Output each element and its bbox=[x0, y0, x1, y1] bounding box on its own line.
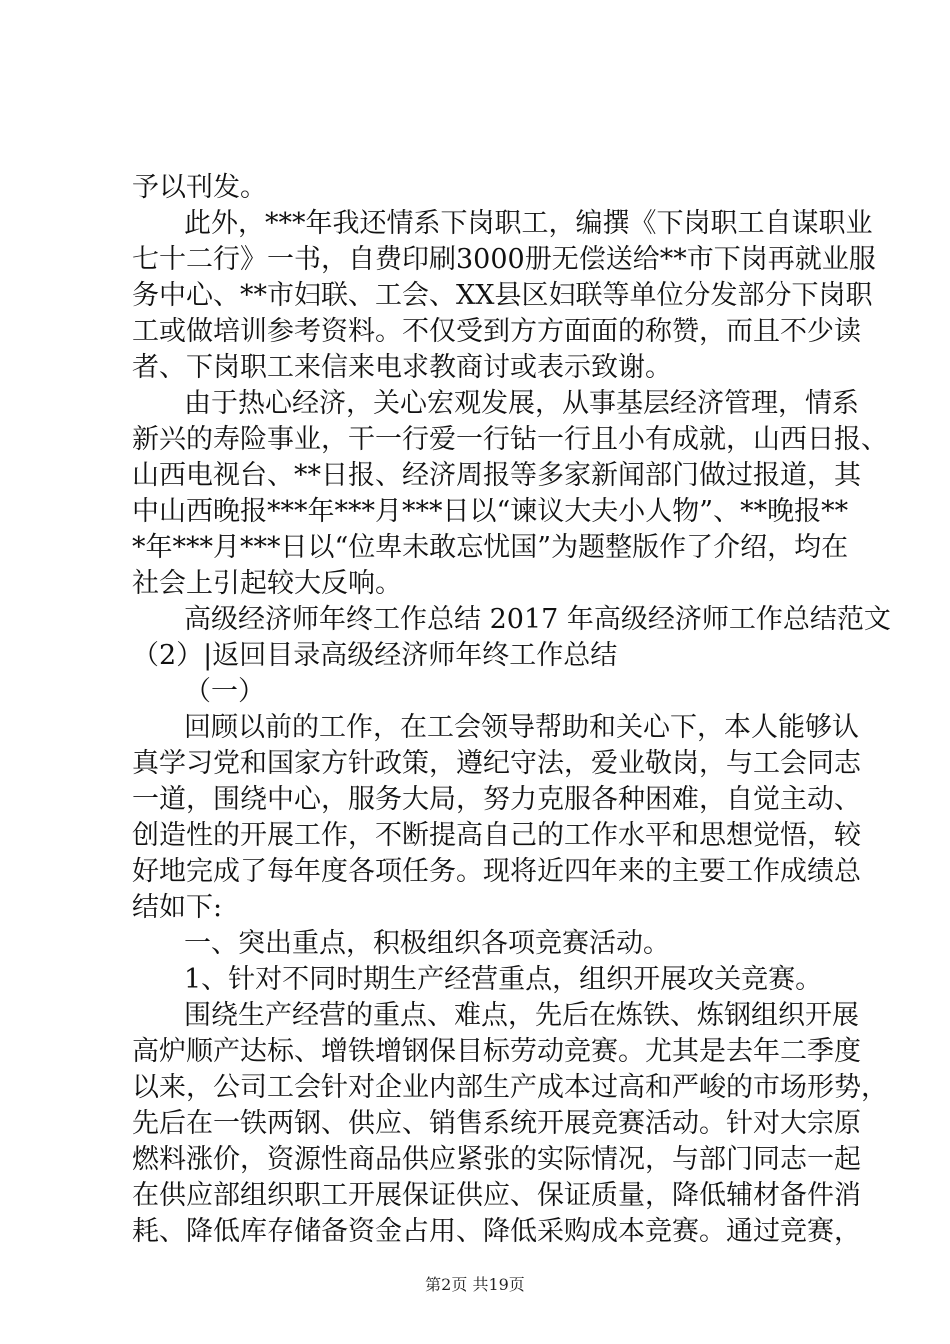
text-line: 由于热心经济，关心宏观发展，从事基层经济管理，情系 bbox=[184, 388, 859, 419]
text-line: （2）|返回目录高级经济师年终工作总结 bbox=[132, 640, 618, 671]
text-line: 此外，***年我还情系下岗职工，编撰《下岗职工自谋职业 bbox=[184, 208, 873, 239]
text-line: 结如下: bbox=[132, 892, 223, 923]
text-line: 中山西晚报***年***月***日以“谏议大夫小人物”、**晚报** bbox=[132, 496, 849, 527]
text-line: 工或做培训参考资料。不仅受到方方面面的称赞，而且不少读 bbox=[132, 316, 861, 347]
text-line: 好地完成了每年度各项任务。现将近四年来的主要工作成绩总 bbox=[132, 856, 861, 887]
text-line: 一道，围绕中心，服务大局，努力克服各种困难，自觉主动、 bbox=[132, 784, 861, 815]
text-line: 燃料涨价，资源性商品供应紧张的实际情况，与部门同志一起 bbox=[132, 1144, 861, 1175]
page-footer: 第2页 共19页 bbox=[425, 1275, 525, 1294]
text-line: 回顾以前的工作，在工会领导帮助和关心下，本人能够认 bbox=[184, 712, 859, 743]
text-line: *年***月***日以“位卑未敢忘忧国”为题整版作了介绍，均在 bbox=[132, 532, 849, 563]
text-line: 在供应部组织职工开展保证供应、保证质量，降低辅材备件消 bbox=[132, 1180, 861, 1211]
text-line: 高炉顺产达标、增铁增钢保目标劳动竞赛。尤其是去年二季度 bbox=[132, 1036, 861, 1067]
text-line: 创造性的开展工作，不断提高自己的工作水平和思想觉悟，较 bbox=[132, 820, 861, 851]
text-line: 者、下岗职工来信来电求教商讨或表示致谢。 bbox=[132, 352, 672, 383]
text-line: 围绕生产经营的重点、难点，先后在炼铁、炼钢组织开展 bbox=[184, 1000, 859, 1031]
text-line: 1、针对不同时期生产经营重点，组织开展攻关竞赛。 bbox=[184, 964, 823, 995]
text-line: 耗、降低库存储备资金占用、降低采购成本竞赛。通过竞赛， bbox=[132, 1216, 861, 1247]
text-line: 真学习党和国家方针政策，遵纪守法，爱业敬岗，与工会同志 bbox=[132, 748, 861, 779]
text-line: 务中心、**市妇联、工会、XX县区妇联等单位分发部分下岗职 bbox=[132, 280, 873, 311]
text-line: 以来，公司工会针对企业内部生产成本过高和严峻的市场形势， bbox=[132, 1072, 888, 1103]
text-line: 予以刊发。 bbox=[132, 172, 267, 203]
text-line: 一、突出重点，积极组织各项竞赛活动。 bbox=[184, 928, 670, 959]
text-line: 先后在一铁两钢、供应、销售系统开展竞赛活动。针对大宗原 bbox=[132, 1108, 861, 1139]
text-line: 山西电视台、**日报、经济周报等多家新闻部门做过报道，其 bbox=[132, 460, 861, 491]
text-line: 新兴的寿险事业，干一行爱一行钻一行且小有成就，山西日报、 bbox=[132, 424, 888, 455]
text-line: 社会上引起较大反响。 bbox=[132, 568, 402, 599]
text-line: 七十二行》一书，自费印刷3000册无偿送给**市下岗再就业服 bbox=[132, 244, 876, 275]
text-line: （一） bbox=[184, 676, 265, 707]
text-line: 高级经济师年终工作总结 2017 年高级经济师工作总结范文 bbox=[184, 604, 891, 635]
